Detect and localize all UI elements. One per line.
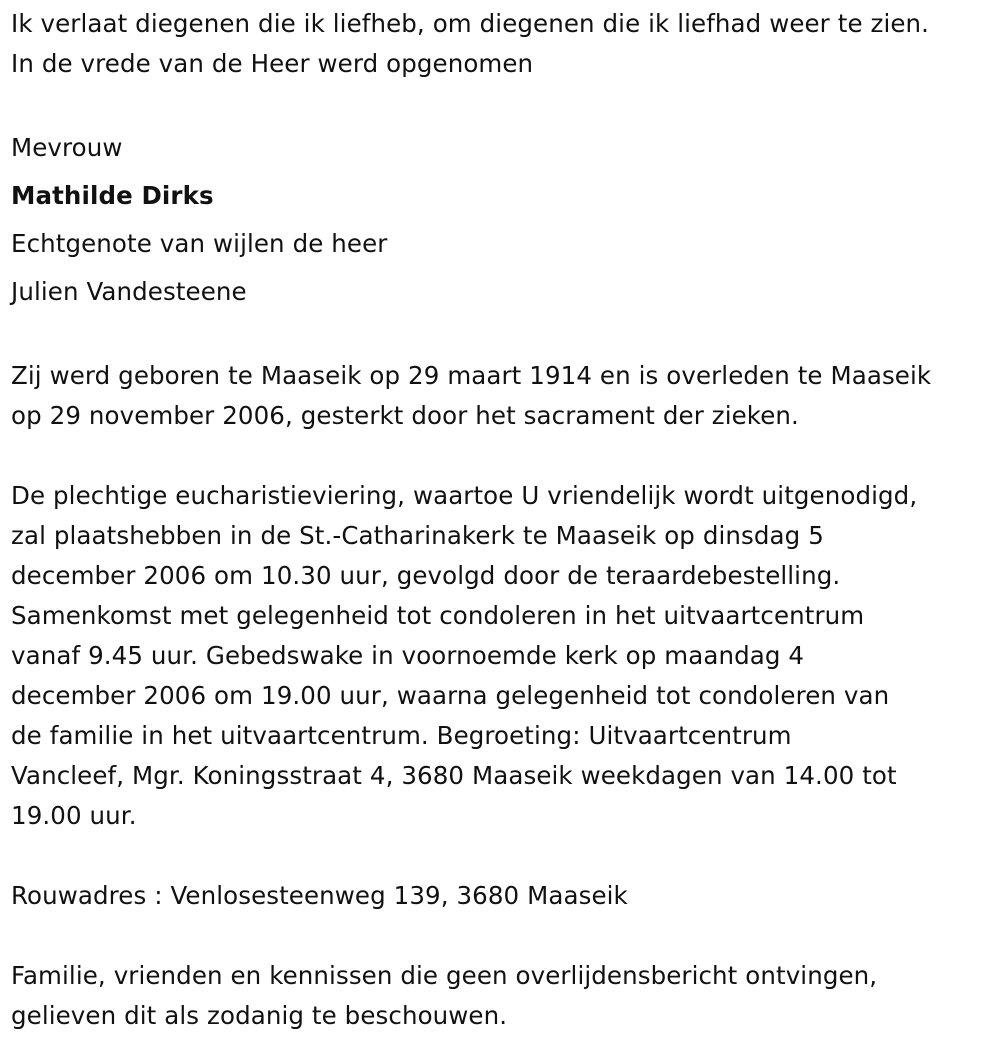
salutation: Mevrouw bbox=[11, 133, 123, 162]
spacer bbox=[11, 916, 996, 956]
spacer bbox=[11, 316, 996, 356]
ceremony-line: zal plaatshebben in de St.-Catharinakerk te Maaseik op dinsdag 5 bbox=[11, 521, 824, 550]
intro-announcement-line: In de vrede van de Heer werd opgenomen bbox=[11, 49, 534, 78]
ceremony-line: 19.00 uur. bbox=[11, 801, 137, 830]
spouse-name: Julien Vandesteene bbox=[11, 277, 247, 306]
ceremony-line: december 2006 om 19.00 uur, waarna gelegenheid tot condoleren van bbox=[11, 681, 890, 710]
spacer bbox=[11, 84, 996, 124]
mourning-address: Rouwadres : Venlosesteenweg 139, 3680 Maaseik bbox=[11, 881, 628, 910]
death-notice-document bbox=[11, 4, 996, 1036]
ceremony-line: Samenkomst met gelegenheid tot condoleren in het uitvaartcentrum bbox=[11, 601, 865, 630]
closing-line: Familie, vrienden en kennissen die geen overlijdensbericht ontvingen, bbox=[11, 961, 878, 990]
intro-quote-line: Ik verlaat diegenen die ik liefheb, om diegenen die ik liefhad weer te zien. bbox=[11, 9, 930, 38]
ceremony-line: Vancleef, Mgr. Koningsstraat 4, 3680 Maaseik weekdagen van 14.00 tot bbox=[11, 761, 897, 790]
ceremony-line: december 2006 om 10.30 uur, gevolgd door de teraardebestelling. bbox=[11, 561, 841, 590]
spacer bbox=[11, 436, 996, 476]
ceremony-line: de familie in het uitvaartcentrum. Begroeting: Uitvaartcentrum bbox=[11, 721, 792, 750]
birth-death-line: op 29 november 2006, gesterkt door het sacrament der zieken. bbox=[11, 401, 799, 430]
closing-line: gelieven dit als zodanig te beschouwen. bbox=[11, 1001, 508, 1030]
relation-text: Echtgenote van wijlen de heer bbox=[11, 229, 388, 258]
deceased-name: Mathilde Dirks bbox=[11, 181, 214, 210]
ceremony-line: vanaf 9.45 uur. Gebedswake in voornoemde kerk op maandag 4 bbox=[11, 641, 805, 670]
birth-death-line: Zij werd geboren te Maaseik op 29 maart 1914 en is overleden te Maaseik bbox=[11, 361, 932, 390]
ceremony-line: De plechtige eucharistieviering, waartoe U vriendelijk wordt uitgenodigd, bbox=[11, 481, 918, 510]
spacer bbox=[11, 836, 996, 876]
